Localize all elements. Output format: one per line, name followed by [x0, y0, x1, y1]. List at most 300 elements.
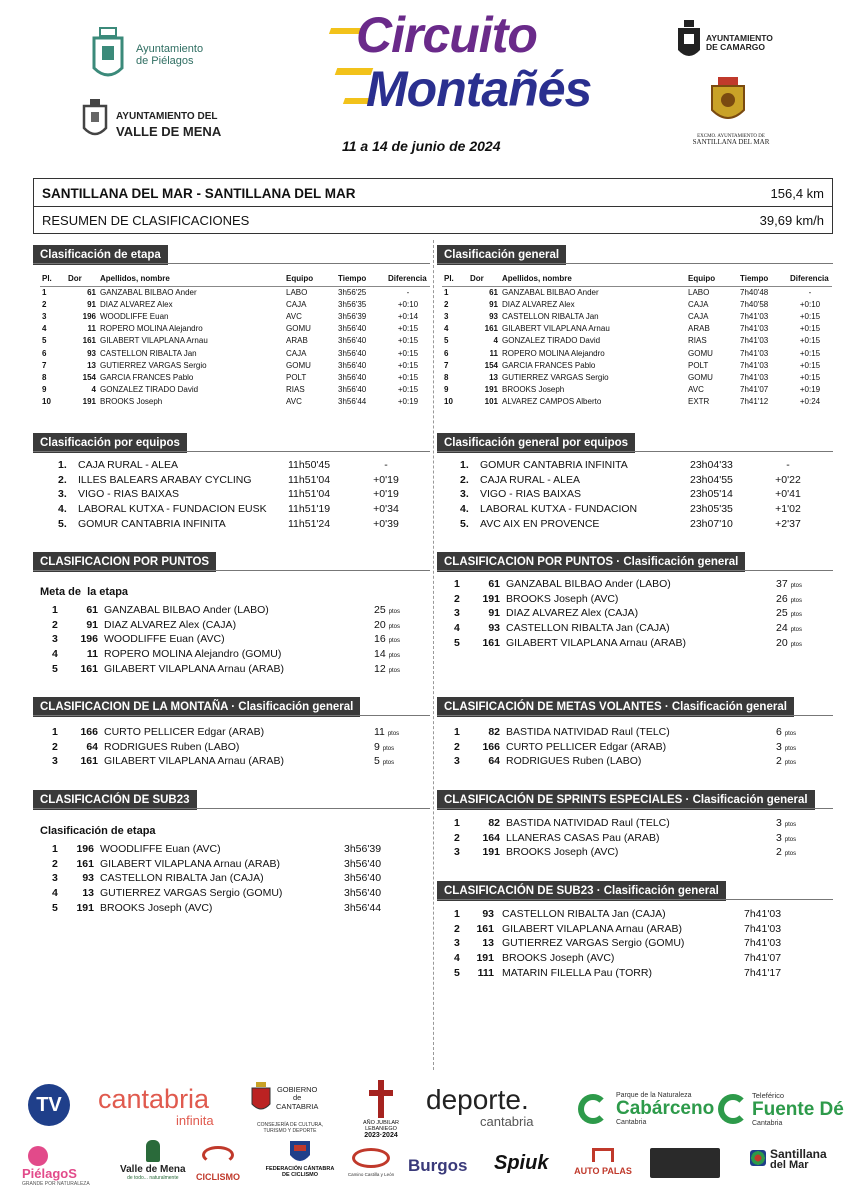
- sub23-general-subtitle: · Clasificación general: [593, 885, 719, 897]
- table-cell: 10: [444, 397, 453, 407]
- points-number: 6: [776, 726, 782, 738]
- santillana-sponsor-line-2: del Mar: [770, 1159, 809, 1171]
- pielagos-crest-icon: [90, 24, 126, 84]
- points-unit: ptos: [790, 627, 802, 634]
- points-unit: ptos: [388, 667, 400, 674]
- deporte-line-1: deporte.: [426, 1084, 529, 1115]
- points-value: [374, 619, 422, 631]
- list-cell: 93: [82, 872, 94, 885]
- list-cell: +0'19: [373, 488, 399, 501]
- table-cell: CASTELLON RIBALTA Jan: [502, 311, 599, 321]
- points-value: [374, 604, 422, 616]
- list-item: [58, 518, 428, 533]
- points-unit: ptos: [784, 822, 797, 828]
- col-name: Apellidos, nombre: [500, 272, 686, 286]
- pielagos-sponsor-logo: [22, 1146, 90, 1187]
- section-line: [437, 808, 833, 809]
- list-cell: 1: [454, 908, 460, 920]
- cantabria-line-1: cantabria: [98, 1084, 210, 1114]
- flying-goals-title: CLASIFICACIÓN DE METAS VOLANTES: [444, 701, 662, 713]
- list-cell: RODRIGUES Ruben (LABO): [104, 740, 240, 753]
- points-number: 26: [776, 592, 788, 605]
- table-cell: +0:15: [397, 324, 419, 334]
- list-item: [58, 459, 428, 474]
- section-line: [33, 808, 430, 809]
- list-cell: 11h51'19: [288, 503, 331, 516]
- table-cell: 5: [42, 336, 47, 346]
- list-cell: 93: [482, 908, 494, 920]
- list-cell: 3: [52, 755, 58, 768]
- table-cell: +0:24: [799, 397, 821, 407]
- list-cell: 93: [488, 622, 500, 635]
- table-cell: 13: [87, 360, 96, 370]
- points-number: 9: [374, 740, 380, 753]
- col-diff: Diferencia: [788, 272, 832, 286]
- list-cell: CASTELLON RIBALTA Jan (CAJA): [506, 622, 670, 635]
- list-cell: BROOKS Joseph (AVC): [502, 952, 615, 965]
- table-cell: CAJA: [688, 299, 709, 309]
- points-unit: ptos: [388, 609, 400, 615]
- list-cell: 2: [52, 618, 58, 631]
- list-item: [52, 726, 422, 741]
- col-name: Apellidos, nombre: [98, 272, 284, 286]
- table-cell: +0:15: [799, 311, 821, 321]
- table-cell: 7h40'48: [740, 287, 769, 297]
- table-cell: 91: [489, 299, 498, 309]
- points-unit: ptos: [784, 745, 797, 752]
- list-item: [454, 607, 826, 622]
- table-cell: RIAS: [688, 336, 707, 346]
- table-cell: 9: [42, 385, 47, 395]
- table-cell: 3: [42, 311, 47, 321]
- col-team: Equipo: [284, 272, 336, 286]
- table-cell: 3: [444, 311, 449, 321]
- list-cell: +0'41: [775, 488, 801, 501]
- list-cell: 11h51'04: [288, 473, 331, 486]
- table-cell: 196: [82, 311, 96, 321]
- table-cell: +0:15: [799, 336, 821, 346]
- table-cell: 3h56'40: [338, 336, 367, 346]
- stage-route: SANTILLANA DEL MAR - SANTILLANA DEL MAR: [42, 186, 356, 201]
- table-cell: +0:10: [799, 299, 821, 309]
- castilla-line-1: Camino Castilla y León: [347, 1172, 395, 1177]
- table-cell: ARAB: [286, 336, 308, 346]
- table-cell: 93: [87, 348, 96, 358]
- gobierno-line-4: CONSEJERÍA DE CULTURA,: [256, 1122, 324, 1128]
- table-cell: GUTIERREZ VARGAS Sergio: [502, 372, 609, 382]
- list-cell: 5.: [58, 517, 67, 530]
- pielagos-flower-icon: [28, 1146, 48, 1166]
- list-cell: 1: [52, 843, 58, 855]
- section-line: [437, 715, 833, 716]
- table-cell: DIAZ ALVAREZ Alex: [100, 299, 173, 309]
- points-number: 2: [776, 846, 782, 859]
- list-cell: 3h56'39: [344, 843, 382, 855]
- table-cell: 8: [42, 372, 47, 382]
- camargo-logo: [676, 18, 796, 64]
- general-classification-rows: [442, 286, 832, 408]
- table-cell: POLT: [286, 372, 307, 382]
- points-value: [776, 755, 824, 767]
- list-item: [454, 741, 826, 756]
- list-item: [460, 488, 832, 503]
- points-unit: ptos: [388, 653, 400, 660]
- table-cell: 11: [87, 324, 96, 334]
- list-cell: 13: [82, 887, 94, 900]
- cabarceno-line-1: Parque de la Naturaleza: [616, 1092, 692, 1099]
- table-cell: 5: [444, 336, 449, 346]
- flying-goals-header: [437, 697, 794, 717]
- santillana-line-1: EXCMO. AYUNTAMIENTO DE: [697, 134, 765, 139]
- list-cell: 161: [80, 755, 98, 768]
- section-line: [33, 570, 430, 571]
- table-cell: GOMU: [286, 360, 311, 370]
- points-unit: ptos: [790, 641, 802, 648]
- table-cell: +0:15: [397, 360, 419, 370]
- table-cell: ALVAREZ CAMPOS Alberto: [502, 397, 602, 407]
- cyclist-icon: [352, 1148, 390, 1168]
- list-cell: 1: [52, 604, 58, 616]
- burgos-logo: [408, 1156, 468, 1176]
- valle-mena-sponsor-logo: [120, 1140, 186, 1181]
- table-row: [40, 396, 430, 408]
- table-cell: GARCIA FRANCES Pablo: [502, 360, 596, 370]
- table-cell: 13: [489, 372, 498, 382]
- stage-distance: 156,4 km: [770, 186, 824, 201]
- list-item: [52, 858, 422, 873]
- points-unit: ptos: [388, 623, 400, 630]
- points-unit: ptos: [790, 612, 802, 619]
- points-unit: ptos: [382, 760, 395, 767]
- table-cell: 3h56'40: [338, 372, 367, 382]
- sub23-stage-list: [52, 843, 422, 916]
- table-cell: 3h56'40: [338, 360, 367, 370]
- cross-icon: [368, 1080, 394, 1120]
- list-cell: 1: [52, 726, 58, 738]
- list-cell: 3h56'40: [344, 857, 382, 870]
- points-stage-list: [52, 604, 422, 677]
- table-cell: ROPERO MOLINA Alejandro: [502, 348, 605, 358]
- list-item: [454, 755, 826, 770]
- list-item: [454, 937, 826, 952]
- table-cell: 9: [444, 385, 449, 395]
- team-stage-list: [58, 459, 428, 532]
- ciclismo-swirl-icon: [202, 1146, 234, 1164]
- points-general-subtitle: · Clasificación general: [613, 556, 739, 568]
- list-item: [52, 633, 422, 648]
- points-value: [776, 817, 824, 829]
- table-cell: 1: [42, 287, 47, 297]
- fuente-de-line-1: Teleférico: [752, 1091, 785, 1100]
- fuente-de-leaf-icon: [718, 1094, 748, 1124]
- list-cell: 7h41'03: [744, 922, 782, 935]
- list-cell: 5: [52, 901, 58, 914]
- list-cell: CASTELLON RIBALTA Jan (CAJA): [100, 872, 264, 885]
- table-cell: +0:15: [799, 348, 821, 358]
- list-cell: 11: [86, 648, 98, 661]
- cantabria-line-2: infinita: [176, 1113, 214, 1128]
- col-dor: Dor: [66, 272, 98, 286]
- camargo-crest-icon: [676, 18, 702, 62]
- table-cell: 6: [444, 348, 449, 358]
- list-cell: DIAZ ALVAREZ Alex (CAJA): [104, 618, 237, 631]
- list-item: [52, 663, 422, 678]
- table-cell: EXTR: [688, 397, 710, 407]
- points-general-title: CLASIFICACION POR PUNTOS: [444, 556, 614, 568]
- list-item: [454, 593, 826, 608]
- list-cell: 61: [86, 604, 98, 616]
- points-unit: ptos: [388, 638, 400, 645]
- table-row: [40, 298, 430, 310]
- list-cell: 2: [52, 740, 58, 753]
- tv-logo: [28, 1084, 70, 1126]
- points-value: [776, 726, 824, 738]
- list-cell: 111: [477, 966, 494, 979]
- table-cell: 4: [493, 336, 498, 346]
- table-row: [40, 323, 430, 335]
- points-number: 11: [374, 726, 385, 738]
- list-cell: +0'19: [373, 473, 399, 486]
- tv-logo-text: TV: [36, 1094, 62, 1116]
- col-diff: Diferencia: [386, 272, 430, 286]
- stage-route-box: [33, 178, 833, 207]
- pielagos-sponsor-line-2: GRANDE POR NATURALEZA: [22, 1181, 90, 1187]
- list-cell: 2.: [460, 473, 469, 486]
- cantabria-infinita-logo: [98, 1086, 214, 1128]
- points-unit: ptos: [382, 745, 395, 752]
- table-cell: WOODLIFFE Euan: [100, 311, 169, 321]
- list-item: [460, 503, 832, 518]
- jubilar-line-2: LEBANIEGO: [365, 1126, 397, 1132]
- points-number: 5: [374, 755, 380, 768]
- list-cell: CURTO PELLICER Edgar (ARAB): [104, 726, 265, 738]
- list-cell: CAJA RURAL - ALEA: [480, 473, 580, 486]
- table-cell: AVC: [688, 385, 704, 395]
- list-cell: 3h56'44: [344, 901, 382, 914]
- table-row: [442, 298, 832, 310]
- points-value: [776, 846, 824, 858]
- table-cell: RIAS: [286, 385, 305, 395]
- list-cell: BASTIDA NATIVIDAD Raul (TELC): [506, 817, 670, 829]
- table-cell: 7: [42, 360, 47, 370]
- points-number: 24: [776, 622, 788, 635]
- table-cell: 161: [82, 336, 96, 346]
- table-row: [40, 384, 430, 396]
- table-cell: GOMU: [688, 372, 713, 382]
- table-cell: 3h56'39: [338, 311, 367, 321]
- list-item: [454, 637, 826, 652]
- pielagos-sponsor-line-1: PiélagoS: [22, 1166, 77, 1181]
- table-cell: 7h41'03: [740, 348, 769, 358]
- santillana-line-2: SANTILLANA DEL MAR: [692, 138, 770, 147]
- list-cell: 4.: [58, 503, 67, 516]
- points-value: [776, 593, 824, 605]
- list-cell: 23h05'14: [690, 488, 733, 501]
- stage-classification-header: Clasificación de etapa: [33, 245, 168, 265]
- section-line: [33, 451, 430, 452]
- table-cell: 4: [444, 324, 449, 334]
- points-value: [776, 607, 824, 619]
- points-value: [374, 741, 422, 753]
- santillana-logo: [686, 76, 776, 152]
- stage-classification-rows: [40, 286, 430, 408]
- list-cell: LABORAL KUTXA - FUNDACION: [480, 503, 638, 516]
- list-cell: BROOKS Joseph (AVC): [506, 846, 619, 859]
- list-cell: 7h41'07: [744, 952, 782, 965]
- table-cell: GOMU: [286, 324, 311, 334]
- table-row: [442, 347, 832, 359]
- table-row: [442, 323, 832, 335]
- table-row: [442, 310, 832, 322]
- list-cell: RODRIGUES Ruben (LABO): [506, 755, 642, 768]
- list-cell: 161: [476, 922, 494, 935]
- table-cell: BROOKS Joseph: [100, 397, 163, 407]
- table-row: [40, 335, 430, 347]
- points-unit: ptos: [784, 851, 797, 858]
- section-line: [437, 899, 833, 900]
- list-cell: DIAZ ALVAREZ Alex (CAJA): [506, 607, 639, 620]
- gobierno-crest-icon: [250, 1082, 272, 1116]
- sprints-list: [454, 817, 826, 861]
- list-cell: 3.: [460, 488, 469, 501]
- gobierno-line-1: GOBIERNO: [276, 1085, 318, 1094]
- ciclismo-logo: [190, 1146, 246, 1182]
- list-cell: 161: [482, 636, 500, 649]
- col-time: Tiempo: [738, 272, 788, 286]
- list-item: [454, 817, 826, 832]
- table-cell: 11: [489, 348, 498, 358]
- list-item: [454, 832, 826, 847]
- list-item: [454, 967, 826, 982]
- points-unit: ptos: [784, 836, 797, 843]
- list-cell: 164: [482, 831, 500, 844]
- list-cell: 191: [76, 901, 94, 914]
- table-cell: LABO: [688, 287, 710, 297]
- camargo-line-2: DE CAMARGO: [706, 41, 766, 52]
- list-cell: BROOKS Joseph (AVC): [506, 592, 619, 605]
- points-number: 14: [374, 648, 386, 661]
- list-cell: 2: [454, 922, 460, 935]
- table-cell: POLT: [688, 360, 709, 370]
- list-cell: GILABERT VILAPLANA Arnau (ARAB): [502, 922, 682, 935]
- table-cell: 7: [444, 360, 449, 370]
- sub23-general-title: CLASIFICACIÓN DE SUB23: [444, 885, 594, 897]
- points-number: 3: [776, 740, 782, 753]
- team-stage-header: Clasificación por equipos: [33, 433, 187, 453]
- list-cell: 3: [454, 846, 460, 859]
- col-dor: Dor: [468, 272, 500, 286]
- event-dates: 11 a 14 de junio de 2024: [342, 138, 501, 154]
- table-row: [40, 347, 430, 359]
- points-number: 2: [776, 755, 782, 768]
- list-item: [454, 622, 826, 637]
- pielagos-line-1: Ayuntamiento: [136, 43, 204, 55]
- table-cell: 7h40'58: [740, 299, 769, 309]
- table-cell: 101: [484, 397, 498, 407]
- points-value: [776, 741, 824, 753]
- table-row: [442, 286, 832, 298]
- list-item: [454, 726, 826, 741]
- table-row: [442, 335, 832, 347]
- section-line: [437, 451, 833, 452]
- list-cell: 166: [482, 740, 500, 753]
- burgos-line-1: Burgos: [408, 1156, 468, 1175]
- points-value: [776, 622, 824, 634]
- list-cell: 3: [454, 937, 460, 950]
- list-cell: 11h51'24: [288, 517, 331, 530]
- list-cell: 2: [454, 740, 460, 753]
- list-cell: 23h04'55: [690, 473, 733, 486]
- list-cell: BASTIDA NATIVIDAD Raul (TELC): [506, 726, 670, 738]
- table-cell: 3h56'25: [338, 287, 367, 297]
- table-cell: 3h56'40: [338, 324, 367, 334]
- list-cell: 1: [454, 578, 460, 590]
- list-cell: 82: [488, 726, 500, 738]
- deporte-line-2: cantabria: [480, 1114, 534, 1129]
- list-item: [454, 952, 826, 967]
- list-item: [58, 503, 428, 518]
- mena-crest-icon: [82, 98, 108, 140]
- mountain-title: CLASIFICACION DE LA MONTAÑA: [40, 701, 229, 713]
- section-line: [33, 715, 430, 716]
- flying-goals-subtitle: · Clasificación general: [661, 701, 787, 713]
- table-cell: +0:15: [799, 324, 821, 334]
- list-cell: 196: [76, 843, 94, 855]
- col-pl: Pl.: [442, 272, 468, 286]
- mena-figure-icon: [146, 1140, 160, 1162]
- table-cell: GOMU: [688, 348, 713, 358]
- mountain-list: [52, 726, 422, 770]
- sprints-header: [437, 790, 815, 810]
- table-cell: 4: [91, 385, 96, 395]
- list-cell: GANZABAL BILBAO Ander (LABO): [104, 604, 269, 616]
- points-value: [776, 637, 824, 649]
- table-cell: +0:15: [397, 385, 419, 395]
- table-cell: -: [406, 287, 410, 297]
- table-cell: -: [808, 287, 812, 297]
- list-cell: 166: [80, 726, 98, 738]
- gobierno-line-5: TURISMO Y DEPORTE: [263, 1128, 317, 1134]
- list-item: [52, 843, 422, 858]
- table-cell: 154: [484, 360, 498, 370]
- list-item: [58, 474, 428, 489]
- table-cell: 7h41'03: [740, 324, 769, 334]
- list-cell: 82: [488, 817, 500, 829]
- table-row: [442, 396, 832, 408]
- list-cell: 91: [86, 618, 98, 631]
- pielagos-logo: [90, 24, 230, 86]
- mountain-header: [33, 697, 360, 717]
- list-item: [454, 908, 826, 923]
- table-cell: 4: [42, 324, 47, 334]
- autopalas-mark-icon: [592, 1148, 614, 1162]
- list-cell: 4: [454, 952, 460, 965]
- list-cell: 7h41'17: [744, 966, 782, 979]
- list-cell: 61: [488, 578, 500, 590]
- points-value: [374, 726, 422, 738]
- table-cell: ARAB: [688, 324, 710, 334]
- list-cell: WOODLIFFE Euan (AVC): [100, 843, 221, 855]
- column-divider: [433, 240, 434, 1070]
- points-number: 3: [776, 831, 782, 844]
- table-row: [40, 286, 430, 298]
- table-cell: +0:10: [397, 299, 419, 309]
- list-cell: -: [786, 459, 790, 471]
- points-unit: ptos: [784, 731, 797, 737]
- list-cell: 23h07'10: [690, 517, 733, 530]
- table-cell: 61: [87, 287, 96, 297]
- list-cell: LLANERAS CASAS Pau (ARAB): [506, 831, 660, 844]
